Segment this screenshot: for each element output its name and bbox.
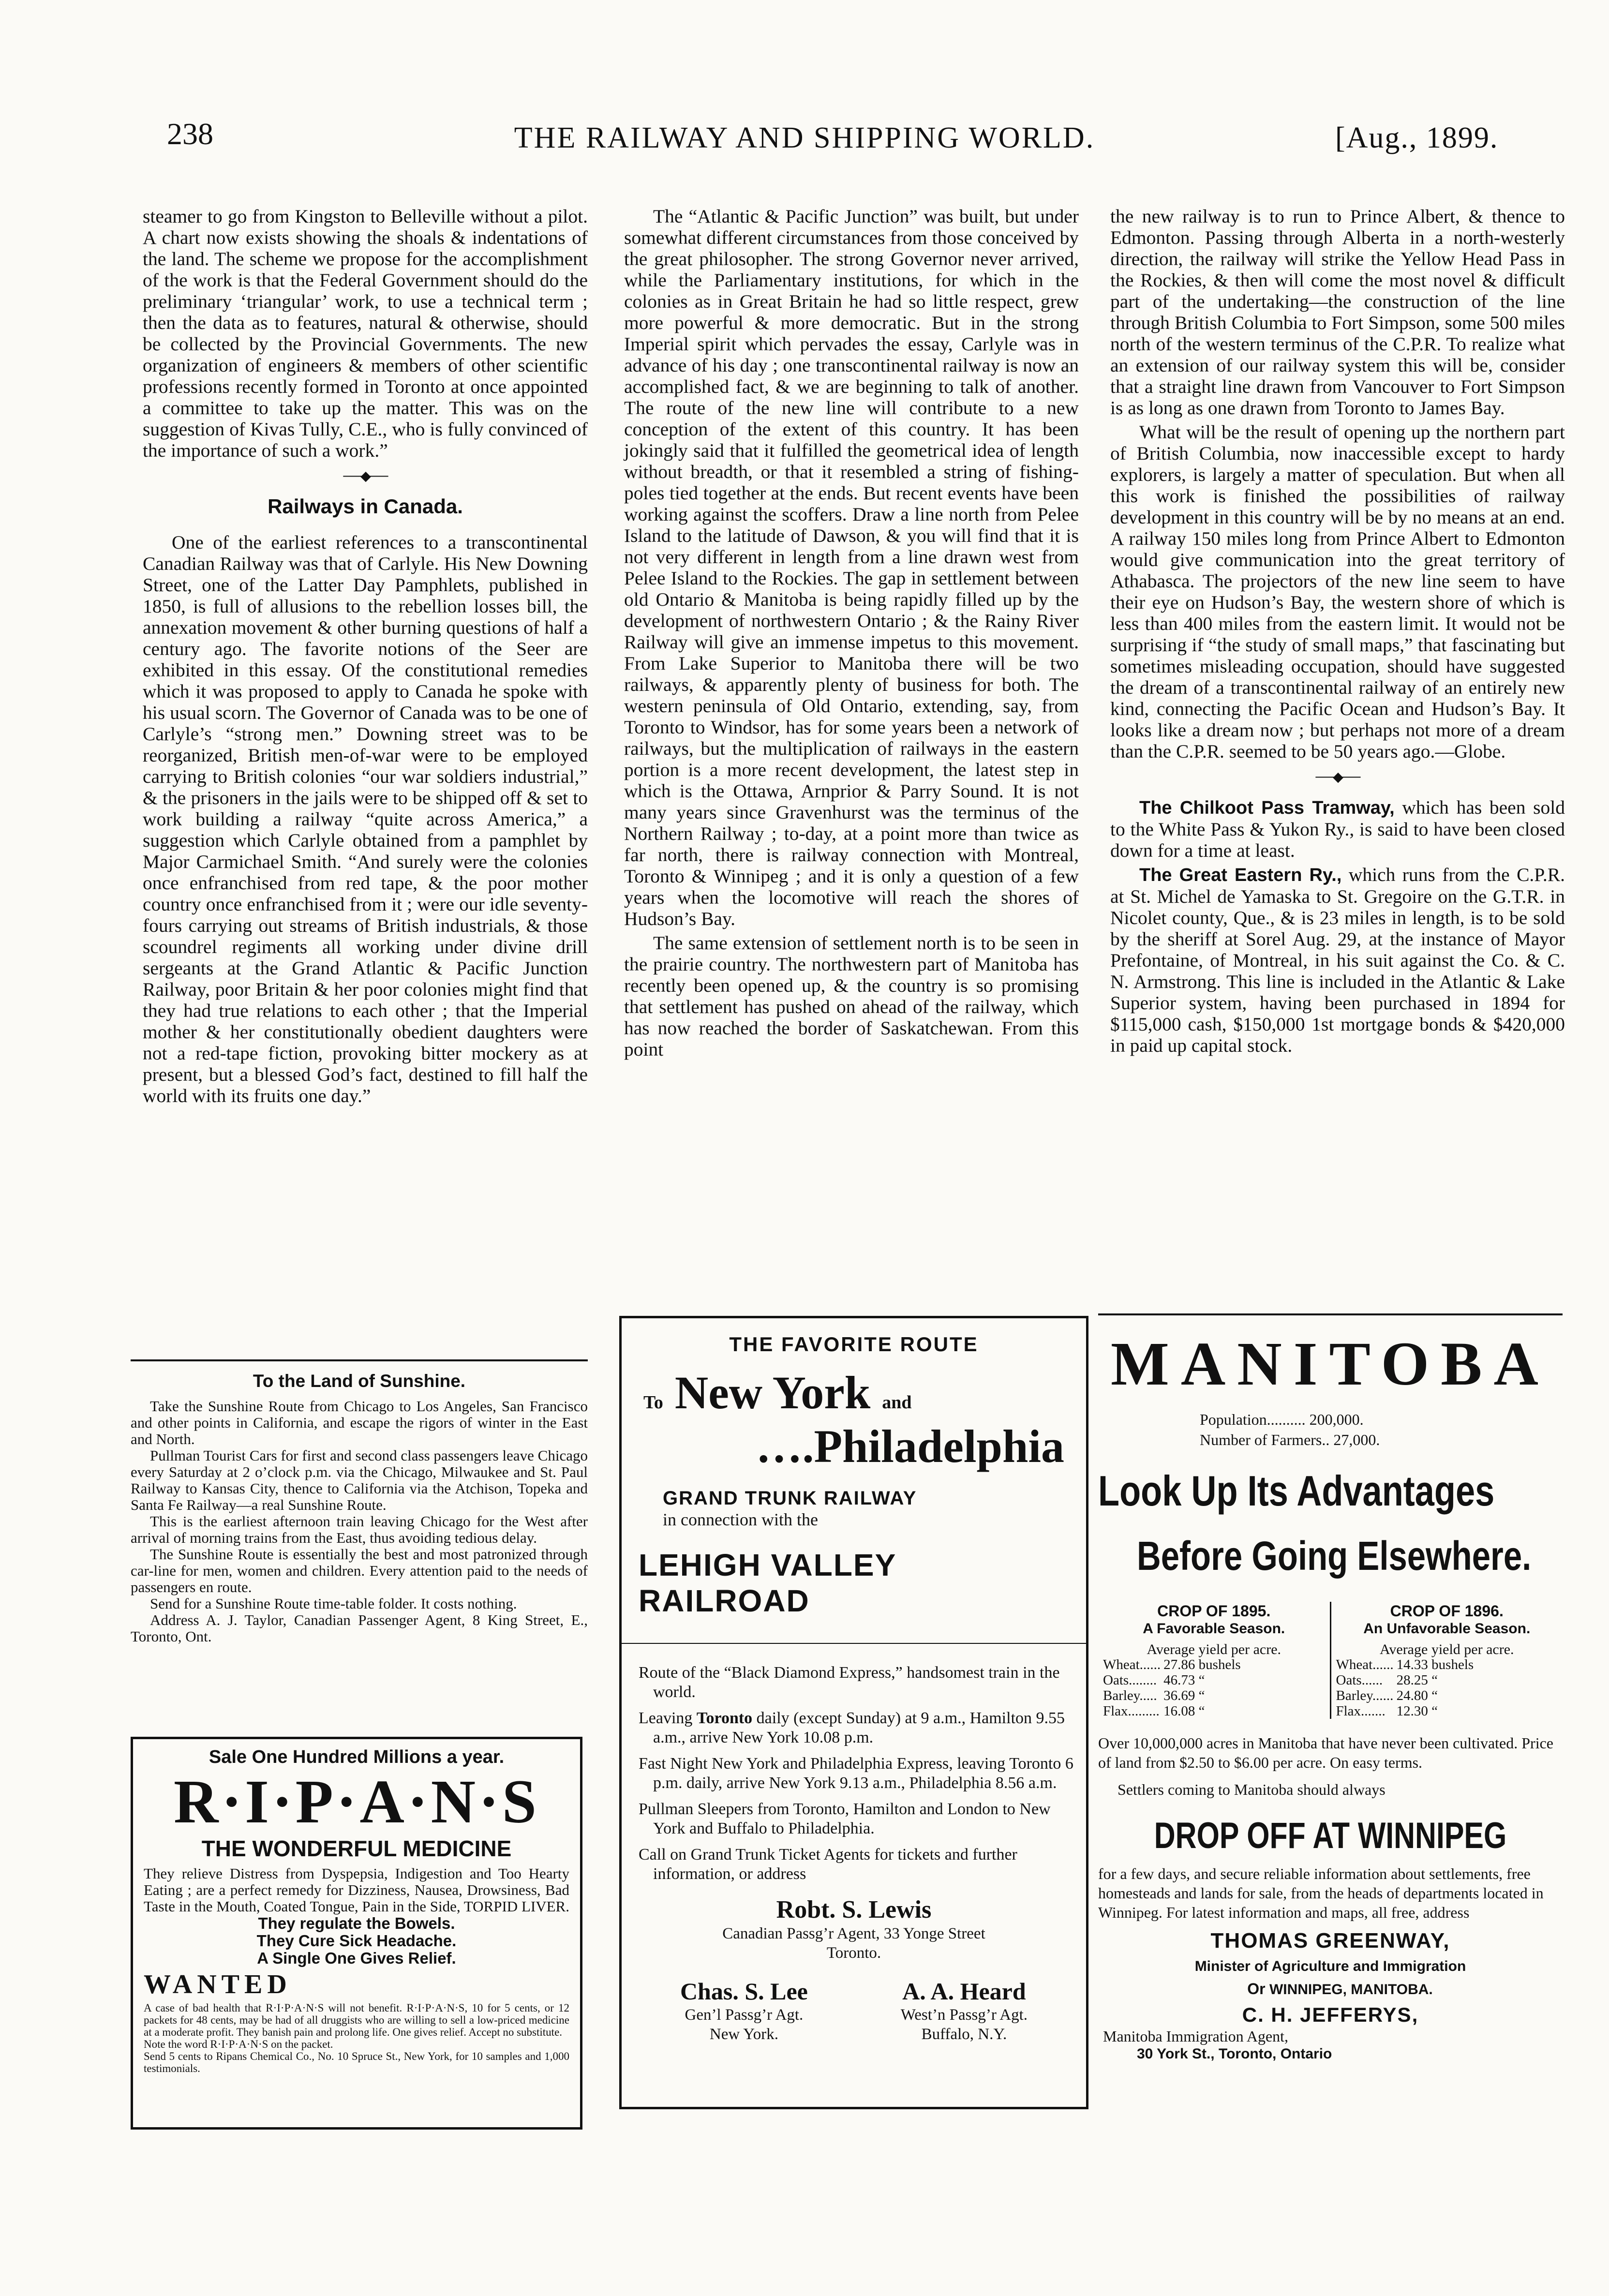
news-item [1110, 864, 1565, 1056]
crop-value: 28.25 “ [1396, 1672, 1438, 1688]
contact-address: 30 York St., Toronto, Ontario [1137, 2046, 1332, 2062]
settlers-text: Settlers coming to Manitoba should always [1117, 1781, 1386, 1798]
agent-name: Robt. S. Lewis [776, 1896, 932, 1923]
divider [131, 1359, 588, 1361]
crop-value: 46.73 “ [1163, 1672, 1205, 1688]
wanted-heading: WANTED [144, 1969, 292, 1999]
stat-value: 27,000. [1333, 1431, 1380, 1448]
contact-city [1098, 1980, 1563, 1998]
railway-name: GRAND TRUNK RAILWAY [663, 1488, 917, 1509]
crop-name: Wheat...... [1103, 1657, 1161, 1672]
contact-title: Manitoba Immigration Agent, [1103, 2028, 1289, 2045]
news-item [1110, 797, 1565, 861]
ad-paragraph: The Sunshine Route is essentially the best and most patronized through car-line for men, women and children. Every attention paid to the needs of passengers en route. [131, 1546, 588, 1595]
page-header [0, 0, 1609, 184]
contact-name: THOMAS GREENWAY, [1210, 1929, 1450, 1953]
ad-title: MANITOBA [1111, 1329, 1550, 1398]
ad-paragraph: Call on Grand Trunk Ticket Agents for tickets and further information, or address [639, 1846, 1017, 1883]
contact-title: Minister of Agriculture and Immigration [1194, 1958, 1466, 1974]
crop-value: 12.30 “ [1396, 1703, 1438, 1719]
new-york-label: New York [674, 1367, 871, 1418]
agent-title: Gen’l Passg’r Agt. [685, 2006, 804, 2024]
section-body: One of the earliest references to a transcontinental Canadian Railway was that of Carlyle. His New Downing Street, one of the Latter Day Pamphlets, published in 1850, is full of allusions to the rebellion losses bill, the annexation movement & other burning questions of half a century ago. The favorite notions of the Seer are exhibited in this essay. Of the constitutional remedies which it was proposed to apply to Canada he spoke with his usual scorn. The Governor of Canada was to be one of Carlyle’s “strong men.” Downing street was to be reorganized, British men-of-war were to be employed carrying to British colonies “our war soldiers industrial,” & the prisoners in the jails were to be shipped off & set to work building a railway “quite across America,” a suggestion which Carlyle obtained from a pamphlet by Major Carmichael Smith. “And surely were the colonies once enfranchised from red tape, & the poor mother country once enfranchised from it ; were our idle seventy-fours carrying out streams of British industrials, & those scoundrel regiments all working under divine drill sergeants at the Grand Atlantic & Pacific Junction Railway, poor Britain & her poor colonies might find that they had true relations to each other ; that the Imperial mother & her constitutionally obedient daughters were not a red-tape fiction, provoking bitter mockery as at present, but a blessed God’s fact, destined to fill half the world with its fruits one day.” [143, 532, 588, 1106]
ad-paragraph: Route of the “Black Diamond Express,” handsomest train in the world. [639, 1664, 1060, 1701]
stat-label: Population.......... [1200, 1411, 1306, 1428]
crop-value: 36.69 “ [1163, 1688, 1205, 1703]
section-divider: ──◆── [1315, 770, 1360, 785]
ad-subhead: THE WONDERFUL MEDICINE [201, 1836, 512, 1861]
contact-name: C. H. JEFFERYS, [1242, 2003, 1419, 2026]
agent-city: New York. [709, 2026, 778, 2043]
divider [622, 1643, 1086, 1644]
ad-headline: Sale One Hundred Millions a year. [209, 1747, 505, 1767]
fine-print: Note the word R·I·P·A·N·S on the packet. [144, 2038, 333, 2050]
article-paragraph: What will be the result of opening up the northern part of British Columbia, now inaccessible except to hardy explorers, is largely a matter of speculation. But when all this work is finished the possibilities of railway development in this country will be by no means at an end. A railway 150 miles long from Prince Albert to Edmonton would give communication into the great territory of Athabasca. The projectors of the new line seem to have their eye on Hudson’s Bay, the western shore of which is less than 400 miles from the eastern limit. It would not be surprising if “the study of small maps,” that fascinating but sometimes misleading occupation, should have suggested the dream of a transcontinental railway of an entirely new kind, connecting the Pacific Ocean and Hudson’s Bay. It looks like a dream now ; but perhaps not more of a dream than the C.P.R. seemed to be 50 years ago.—Globe. [1110, 421, 1565, 762]
column-right [1110, 206, 1565, 1059]
favorite-route-ad [619, 1316, 1088, 2109]
journal-title: THE RAILWAY AND SHIPPING WORLD. [514, 121, 1095, 154]
crop-1895 [1098, 1602, 1331, 1719]
stat-value: 200,000. [1309, 1411, 1364, 1428]
table-row [1336, 1672, 1477, 1688]
ad-paragraph: Pullman Tourist Cars for first and second class passengers leave Chicago every Saturday at 2 o’clock p.m. via the Chicago, Milwaukee and St. Paul Railway to Kansas City, thence to California via the Atchison, Topeka and Santa Fe Railway—a real Sunshine Route. [131, 1447, 588, 1513]
page-number: 238 [167, 117, 213, 151]
ad-paragraph: Address A. J. Taylor, Canadian Passenger Agent, 8 King Street, E., Toronto, Ont. [131, 1611, 588, 1645]
section-title: Railways in Canada. [268, 495, 463, 518]
railroad-name: LEHIGH VALLEY RAILROAD [639, 1548, 896, 1618]
crop-name: Oats...... [1336, 1672, 1383, 1688]
column-left [143, 206, 588, 1109]
agent-block [680, 1977, 808, 2044]
text-run: Leaving [639, 1709, 697, 1727]
look-up-headline: Look Up Its Advantages [1098, 1467, 1495, 1515]
fine-print: Send 5 cents to Ripans Chemical Co., No. 10 Spruce St., New York, for 10 samples and 1,000 testimonials. [144, 2050, 569, 2074]
news-item-head: The Great Eastern Ry., [1139, 865, 1342, 885]
destination-philadelphia: ….Philadelphia [756, 1420, 1064, 1472]
ad-paragraph: This is the earliest afternoon train leaving Chicago for the West after arrival of morning trains from the East, thus avoiding tedious delay. [131, 1513, 588, 1546]
ad-paragraph: Fast Night New York and Philadelphia Express, leaving Toronto 6 p.m. daily, arrive New York 9.13 a.m., Philadelphia 8.56 a.m. [639, 1755, 1073, 1792]
city-label: WINNIPEG, MANITOBA. [1269, 1982, 1433, 1998]
acres-text: Over 10,000,000 acres in Manitoba that have never been cultivated. Price of land from $2.50 to $6.00 per acre. On easy terms. [1098, 1734, 1553, 1771]
ad-claim: They Cure Sick Headache. [256, 1932, 457, 1950]
text-run-bold: Toronto [696, 1709, 753, 1727]
crop-name: Flax......... [1103, 1703, 1160, 1719]
crop-value: 27.86 bushels [1163, 1657, 1241, 1672]
agent-title: Canadian Passg’r Agent, 33 Yonge Street [722, 1925, 985, 1942]
crop-season: A Favorable Season. [1143, 1621, 1285, 1637]
ad-claim: They regulate the Bowels. [258, 1914, 455, 1932]
agent-block [901, 1977, 1028, 2044]
news-item-body: which runs from the C.P.R. at St. Michel de Yamaska to St. Gregoire on the G.T.R. in Nicolet county, Que., & is 23 miles in length, is to be sold by the sheriff at Sorel Aug. 29, at the instance of Mayor Prefontaine, of Montreal, in his suit against the Co. & C. N. Armstrong. This line is included in the Atlantic & Lake Superior system, having been purchased in 1894 for $115,000 cash, $150,000 1st mortgage bonds & $420,000 in paid up capital stock. [1110, 864, 1565, 1056]
crop-name: Oats........ [1103, 1672, 1157, 1688]
ripans-ad [131, 1737, 582, 2130]
and-label: and [882, 1392, 912, 1413]
crop-name: Barley..... [1103, 1688, 1157, 1703]
crop-name: Barley...... [1336, 1688, 1394, 1703]
population-stats [1200, 1409, 1563, 1450]
before-headline: Before Going Elsewhere. [1137, 1533, 1532, 1579]
section-divider: ──◆── [343, 469, 387, 484]
crop-tables [1098, 1602, 1563, 1719]
table-row [1103, 1672, 1244, 1688]
or-label: Or [1247, 1980, 1266, 1998]
to-label: To [643, 1392, 663, 1413]
table-row [1336, 1688, 1477, 1703]
ad-header: THE FAVORITE ROUTE [729, 1333, 979, 1356]
fine-print: A case of bad health that R·I·P·A·N·S will not benefit. R·I·P·A·N·S, 10 for 5 cents, or 12 packets for 48 cents, may be had of all druggists who are willing to sell a low-priced medicine at a moderate profit. They banish pain and prolong life. One gives relief. Accept no substitute. [144, 2002, 569, 2038]
table-row [1103, 1688, 1244, 1703]
crop-avg-label: Average yield per acre. [1379, 1641, 1514, 1657]
article-paragraph: The “Atlantic & Pacific Junction” was built, but under somewhat different circumstances from those conceived by the great philosopher. The strong Governor never arrived, while the Parliamentary institutions, for which in the colonies as in Great Britain he had so little respect, grew more powerful & more democratic. But in the strong Imperial spirit which pervades the essay, Carlyle was in advance of his day ; one transcontinental railway is now an accomplished fact, & we are beginning to talk of another. The route of the new line will contribute to a new conception of the extent of this country. It has been jokingly said that it fulfilled the geometrical idea of length without breadth, or that it resembled a string of fishing-poles tied together at the ends. But recent events have been working against the scoffers. Draw a line north from Pelee Island to the latitude of Dawson, & you will find that it is not very different in length from a line drawn west from Pelee Island to the Rockies. The gap in settlement between old Ontario & Manitoba is being rapidly filled up by the development of northwestern Ontario ; & the Rainy River Railway will give an immense impetus to this movement. From Lake Superior to Manitoba there will be two railways, & apparently plenty of business for both. The western peninsula of Old Ontario, extending, say, from Toronto to Windsor, has for some years been a network of railways, but the multiplication of railways in the eastern portion is a more recent development, the latest step in which is the Ottawa, Arnprior & Parry Sound. It is not many years since Gravenhurst was the terminus of the Northern Railway ; to-day, at a point more than twice as far north, there is railway connection with Montreal, Toronto & Winnipeg ; and it is only a question of a few years when the locomotive will reach the shores of Hudson’s Bay. [624, 206, 1079, 929]
details-text: for a few days, and secure reliable information about settlements, free homesteads and lands for sale, from the heads of departments located in Winnipeg. For latest information and maps, all free, address [1098, 1865, 1544, 1921]
crop-avg-label: Average yield per acre. [1147, 1641, 1281, 1657]
farmers-row [1200, 1430, 1563, 1450]
crop-season: An Unfavorable Season. [1363, 1621, 1531, 1637]
ad-paragraph: Take the Sunshine Route from Chicago to Los Angeles, San Francisco and other points in California, and escape the rigors of winter in the East and North. [131, 1398, 588, 1447]
sunshine-route-ad [131, 1359, 588, 1645]
article-paragraph: the new railway is to run to Prince Albert, & thence to Edmonton. Passing through Alberta in a north-westerly direction, the railway will strike the Yellow Head Pass in the Rockies, & then will come the most novel & difficult part of the undertaking—the construction of the line through British Columbia to Fort Simpson, some 500 miles north of the western terminus of the C.P.R. To realize what an extension of our railway system this will be, consider that a straight line drawn from Vancouver to Fort Simpson is as long as one drawn from Toronto to James Bay. [1110, 206, 1565, 418]
manitoba-ad [1098, 1313, 1563, 2136]
news-item-head: The Chilkoot Pass Tramway, [1139, 798, 1395, 818]
issue-date: [Aug., 1899. [1335, 121, 1499, 154]
agent-name: Chas. S. Lee [680, 1978, 808, 2005]
agent-name: A. A. Heard [902, 1978, 1026, 2005]
crop-value: 16.08 “ [1163, 1703, 1205, 1719]
agent-city: Toronto. [826, 1944, 881, 1962]
table-row [1336, 1657, 1477, 1672]
crop-name: Wheat...... [1336, 1657, 1394, 1672]
crop-table [1336, 1657, 1477, 1719]
ad-body: They relieve Distress from Dyspepsia, Indigestion and Too Hearty Eating ; are a perfect remedy for Dizziness, Nausea, Drowsiness, Bad Taste in the Mouth, Coated Tongue, Pain in the Side, TORPID LIVER. [144, 1865, 569, 1915]
population-row [1200, 1409, 1563, 1430]
drop-off-headline: DROP OFF AT WINNIPEG [1154, 1815, 1507, 1856]
stat-label: Number of Farmers.. [1200, 1431, 1330, 1448]
crop-title: CROP OF 1895. [1157, 1602, 1271, 1620]
crop-name: Flax....... [1336, 1703, 1386, 1719]
crop-value: 24.80 “ [1396, 1688, 1438, 1703]
article-paragraph: The same extension of settlement north is to be seen in the prairie country. The northwestern part of Manitoba has recently been opened up, & the country is so promising that settlement has pushed on ahead of the railway, which has now reached the border of Saskatchewan. From this point [624, 932, 1079, 1060]
agents-row [634, 1977, 1074, 2044]
ad-claim: A Single One Gives Relief. [257, 1949, 456, 1967]
ad-paragraph: Pullman Sleepers from Toronto, Hamilton and London to New York and Buffalo to Philadelphia. [639, 1800, 1051, 1837]
agent-title: West’n Passg’r Agt. [900, 2006, 1028, 2024]
ad-paragraph: Send for a Sunshine Route time-table folder. It costs nothing. [150, 1595, 517, 1612]
intro-paragraph: steamer to go from Kingston to Belleville without a pilot. A chart now exists showing the shoals & indentations of the land. The scheme we propose for the accomplishment of the work is that the Federal Government should do the preliminary ‘triangular’ work, to use a technical term ; then the data as to features, natural & otherwise, should be collected by the Provincial Governments. The new organization of engineers & members of other scientific professions recently formed in Toronto at once appointed a committee to take up the matter. This was on the suggestion of Kivas Tully, C.E., who is fully convinced of the importance of such a work.” [143, 206, 588, 461]
ad-paragraph [634, 1709, 1074, 1747]
table-row [1336, 1703, 1477, 1719]
text-run: daily (except Sunday) at 9 a.m., Hamilton 9.55 a.m., arrive New York 10.08 p.m. [653, 1709, 1065, 1746]
news-item-body: which has been sold to the White Pass & Yukon Ry., is said to have been closed down for a time at least. [1110, 797, 1565, 861]
crop-1896 [1331, 1602, 1563, 1719]
table-row [1103, 1703, 1244, 1719]
brand-name: R·I·P·A·N·S [174, 1767, 539, 1836]
crop-value: 14.33 bushels [1396, 1657, 1474, 1672]
agent-city: Buffalo, N.Y. [921, 2026, 1007, 2043]
crop-table [1103, 1657, 1244, 1719]
connection-text: in connection with the [663, 1510, 818, 1529]
ad-title: To the Land of Sunshine. [253, 1371, 466, 1391]
column-middle [624, 206, 1079, 1063]
destination-new-york [643, 1366, 1074, 1419]
table-row [1103, 1657, 1244, 1672]
crop-title: CROP OF 1896. [1390, 1602, 1504, 1620]
divider [1098, 1313, 1563, 1315]
